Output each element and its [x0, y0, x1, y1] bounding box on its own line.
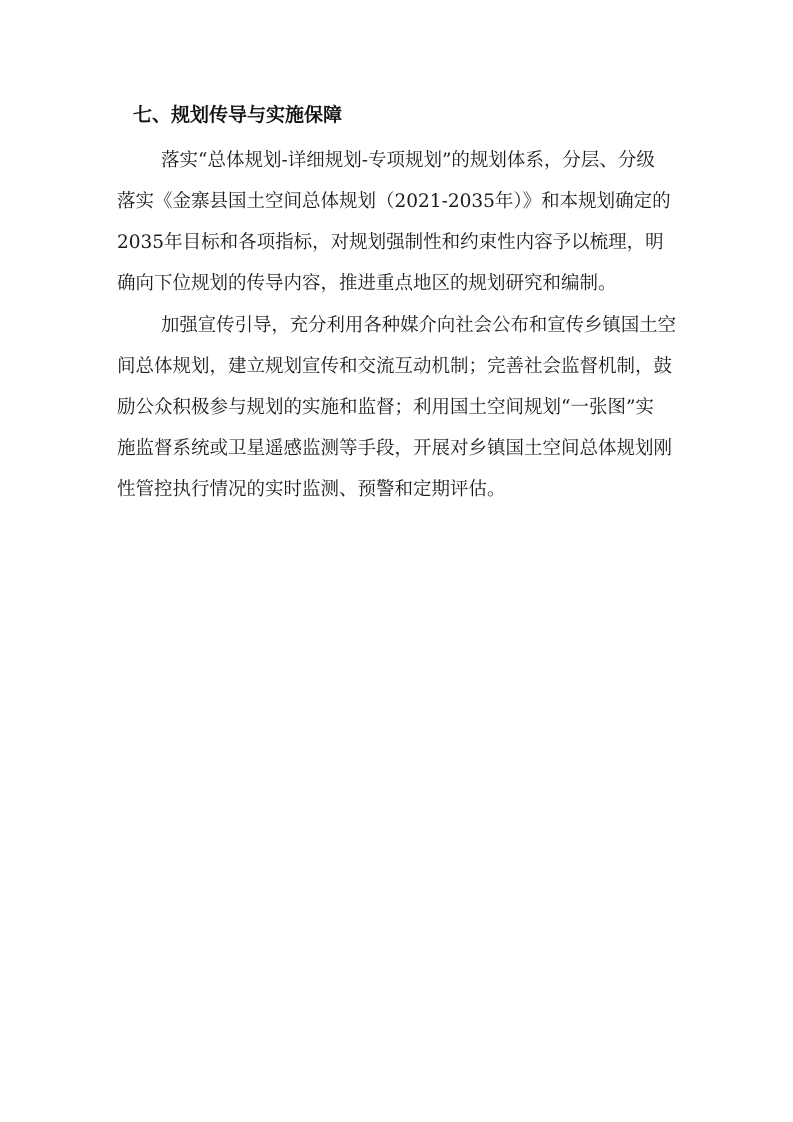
paragraph-line: 施监督系统或卫星遥感监测等手段，开展对乡镇国土空间总体规划刚 — [117, 438, 673, 459]
paragraph-line: 确向下位规划的传导内容，推进重点地区的规划研究和编制。 — [117, 273, 617, 294]
paragraph-line: 加强宣传引导，充分利用各种媒介向社会公布和宣传乡镇国土空 — [161, 315, 677, 336]
paragraph-line: 2035年目标和各项指标，对规划强制性和约束性内容予以梳理，明 — [117, 232, 664, 253]
paragraph-line: 落实《金寨县国土空间总体规划（2021-2035年）》和本规划确定的 — [117, 191, 671, 212]
paragraph-line: 间总体规划，建立规划宣传和交流互动机制；完善社会监督机制，鼓 — [117, 356, 673, 377]
paragraph-line: 励公众积极参与规划的实施和监督；利用国土空间规划“一张图”实 — [117, 397, 654, 418]
section-heading: 七、规划传导与实施保障 — [133, 104, 343, 126]
paragraph-line: 落实“总体规划-详细规划-专项规划”的规划体系，分层、分级 — [161, 150, 655, 171]
paragraph-line: 性管控执行情况的实时监测、预警和定期评估。 — [117, 479, 506, 500]
